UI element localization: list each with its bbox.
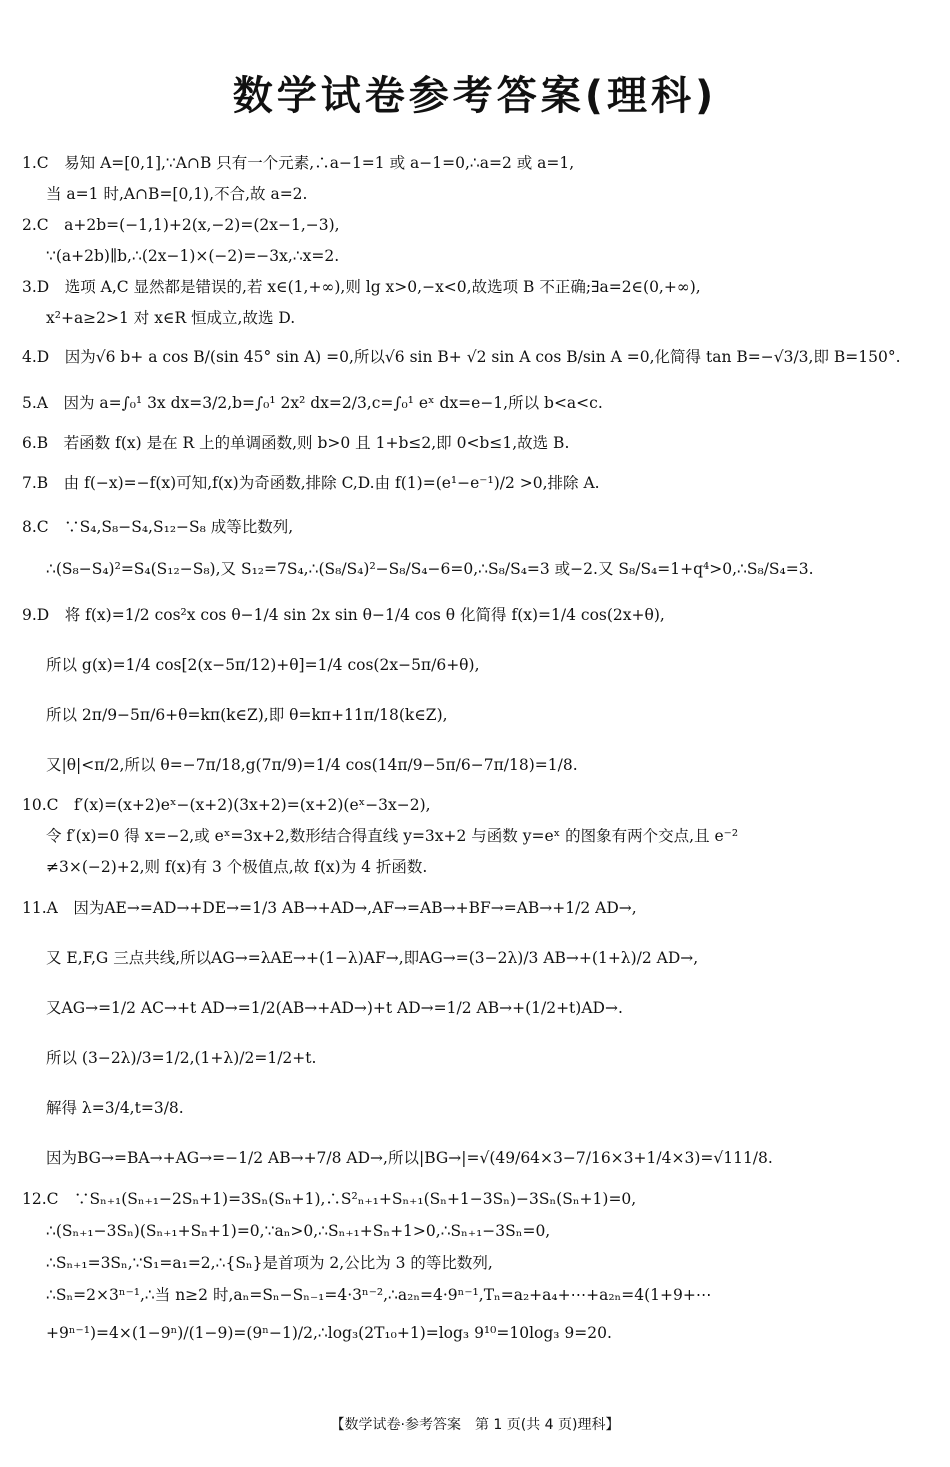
answer-line: 所以 2π/9−5π/6+θ=kπ(k∈Z),即 θ=kπ+11π/18(k∈Z), [46,706,448,724]
answer-11 [22,883,932,1183]
answer-line: 12.C ∵Sₙ₊₁(Sₙ₊₁−2Sₙ+1)=3Sₙ(Sₙ+1),∴S²ₙ₊₁+Sₙ₊₁(Sₙ+1−3Sₙ)−3Sₙ(Sₙ+1)=0, [22,1190,637,1208]
answer-line: 5.A 因为 a=∫₀¹ 3x dx=3/2,b=∫₀¹ 2x² dx=2/3,c=∫₀¹ eˣ dx=e−1,所以 b<a<c. [22,394,603,412]
answer-line: +9ⁿ⁻¹)=4×(1−9ⁿ)/(1−9)=(9ⁿ−1)/2,∴log₃(2T₁₀+1)=log₃ 9¹⁰=10log₃ 9=20. [46,1324,612,1342]
answer-line: 所以 g(x)=1/4 cos[2(x−5π/12)+θ]=1/4 cos(2x−5π/6+θ), [46,656,480,674]
answer-line: ≠3×(−2)+2,则 f(x)有 3 个极值点,故 f(x)为 4 折函数. [46,858,428,876]
answer-line: 又AG→=1/2 AC→+t AD→=1/2(AB→+AD→)+t AD→=1/2 AB→+(1/2+t)AD→. [46,999,623,1017]
answer-line: 7.B 由 f(−x)=−f(x)可知,f(x)为奇函数,排除 C,D.由 f(1)=(e¹−e⁻¹)/2 >0,排除 A. [22,474,600,492]
answer-line: 4.D 因为√6 b+ a cos B/(sin 45° sin A) =0,所以√6 sin B+ √2 sin A cos B/sin A =0,化简得 tan B=−√3/3,即 B=150°. [22,348,901,366]
answer-7 [22,460,932,506]
page-title: 数学试卷参考答案(理科) [232,73,718,119]
answer-line: 11.A 因为AE→=AD→+DE→=1/3 AB→+AD→,AF→=AB→+BF→=AB→+1/2 AD→, [22,899,637,917]
answer-line: 解得 λ=3/4,t=3/8. [46,1099,184,1117]
answer-8 [22,506,932,590]
answer-line: 所以 (3−2λ)/3=1/2,(1+λ)/2=1/2+t. [46,1049,317,1067]
answer-line: 9.D 将 f(x)=1/2 cos²x cos θ−1/4 sin 2x sin θ−1/4 cos θ 化简得 f(x)=1/4 cos(2x+θ), [22,606,665,624]
answer-line: 2.C a+2b=(−1,1)+2(x,−2)=(2x−1,−3), [22,216,340,234]
page-footer: 【数学试卷·参考答案 第 1 页(共 4 页)理科】 [330,1417,620,1433]
answer-3 [22,272,932,334]
answer-line: 3.D 选项 A,C 显然都是错误的,若 x∈(1,+∞),则 lg x>0,−x<0,故选项 B 不正确;∃a=2∈(0,+∞), [22,278,701,296]
answer-line: ∵(a+2b)∥b,∴(2x−1)×(−2)=−3x,∴x=2. [46,247,340,265]
answer-line: x²+a≥2>1 对 x∈R 恒成立,故选 D. [46,309,296,327]
answer-line: 因为BG→=BA→+AG→=−1/2 AB→+7/8 AD→,所以|BG→|=√(49/64×3−7/16×3+1/4×3)=√111/8. [46,1149,773,1167]
answer-line: 8.C ∵S₄,S₈−S₄,S₁₂−S₈ 成等比数列, [22,518,294,536]
answer-line: 又 E,F,G 三点共线,所以AG→=λAE→+(1−λ)AF→,即AG→=(3−2λ)/3 AB→+(1+λ)/2 AD→, [46,949,699,967]
answer-1 [22,148,932,210]
answer-line: ∴Sₙ₊₁=3Sₙ,∵S₁=a₁=2,∴{Sₙ}是首项为 2,公比为 3 的等比数列, [46,1254,493,1272]
answer-5 [22,380,932,426]
answer-line: 当 a=1 时,A∩B=[0,1),不合,故 a=2. [46,185,308,203]
answer-12 [22,1183,932,1355]
answer-line: 又|θ|<π/2,所以 θ=−7π/18,g(7π/9)=1/4 cos(14π/9−5π/6−7π/18)=1/8. [46,756,578,774]
answer-4 [22,334,932,380]
answer-line: 6.B 若函数 f(x) 是在 R 上的单调函数,则 b>0 且 1+b≤2,即 0<b≤1,故选 B. [22,434,570,452]
answer-line: 1.C 易知 A=[0,1],∵A∩B 只有一个元素,∴a−1=1 或 a−1=0,∴a=2 或 a=1, [22,154,575,172]
answer-line: 10.C f′(x)=(x+2)eˣ−(x+2)(3x+2)=(x+2)(eˣ−3x−2), [22,796,431,814]
answer-9 [22,590,932,790]
answer-2 [22,210,932,272]
answer-line: 令 f′(x)=0 得 x=−2,或 eˣ=3x+2,数形结合得直线 y=3x+2 与函数 y=eˣ 的图象有两个交点,且 e⁻² [46,827,739,845]
answer-line: ∴Sₙ=2×3ⁿ⁻¹,∴当 n≥2 时,aₙ=Sₙ−Sₙ₋₁=4·3ⁿ⁻²,∴a₂ₙ=4·9ⁿ⁻¹,Tₙ=a₂+a₄+⋯+a₂ₙ=4(1+9+⋯ [46,1286,712,1304]
answer-line: ∴(S₈−S₄)²=S₄(S₁₂−S₈),又 S₁₂=7S₄,∴(S₈/S₄)²−S₈/S₄−6=0,∴S₈/S₄=3 或−2.又 S₈/S₄=1+q⁴>0,∴S₈/S₄=3. [46,560,814,578]
answer-line: ∴(Sₙ₊₁−3Sₙ)(Sₙ₊₁+Sₙ+1)=0,∵aₙ>0,∴Sₙ₊₁+Sₙ+1>0,∴Sₙ₊₁−3Sₙ=0, [46,1222,551,1240]
answer-10 [22,790,932,883]
answer-6 [22,426,932,460]
answer-list [22,148,932,1355]
